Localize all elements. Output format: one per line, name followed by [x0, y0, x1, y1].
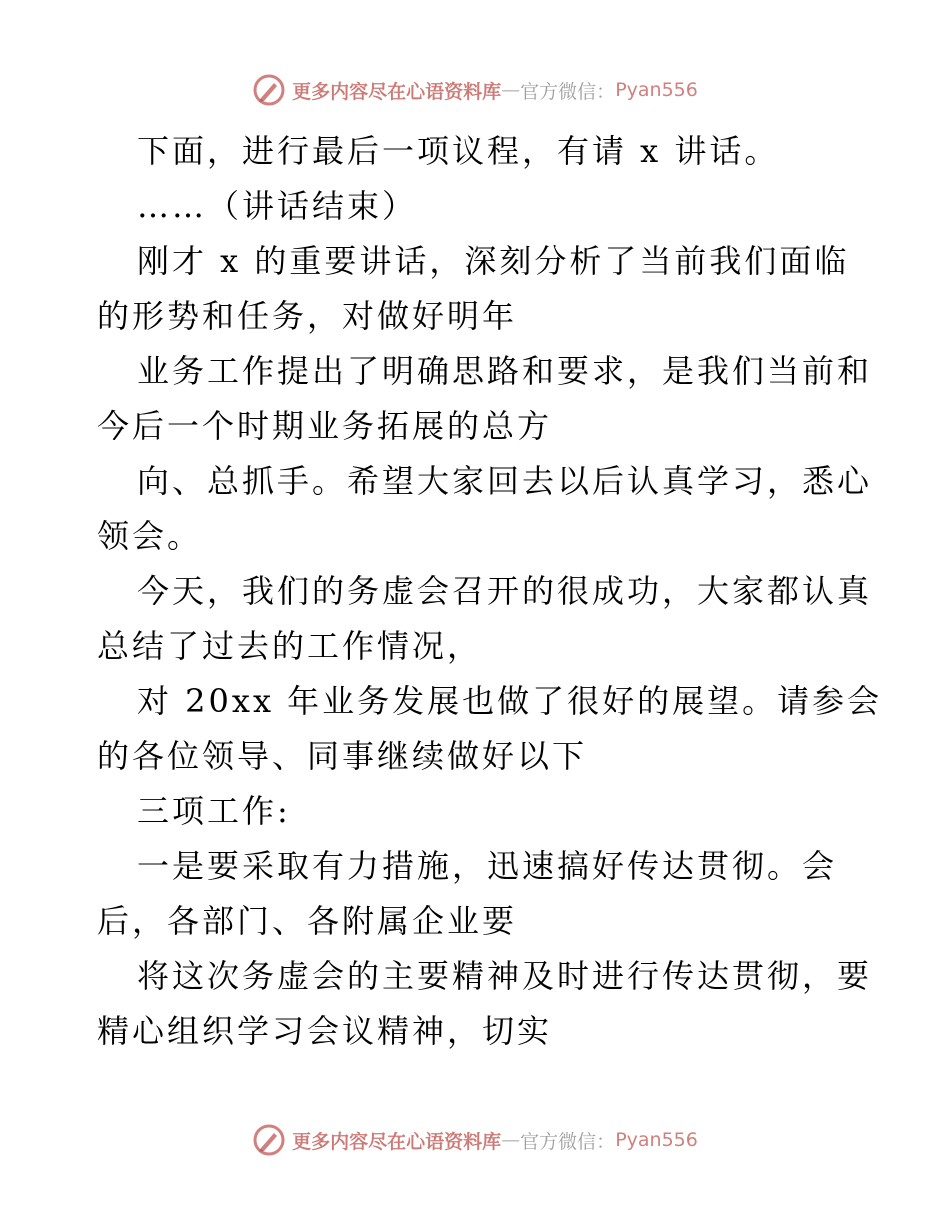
text-line: 今天，我们的务虚会召开的很成功，大家都认真 — [137, 572, 873, 610]
text-line: 的各位领导、同事继续做好以下 — [97, 737, 588, 775]
text-line: 将这次务虚会的主要精神及时进行传达贯彻，要 — [137, 957, 873, 995]
text-line: 精心组织学习会议精神，切实 — [97, 1012, 553, 1050]
watermark-title: 更多内容尽在心语资料库 — [292, 80, 502, 103]
pen-logo-icon — [252, 73, 286, 107]
text-line: 向、总抓手。希望大家回去以后认真学习，悉心 — [137, 462, 873, 500]
watermark-id: Pyan556 — [615, 79, 698, 101]
text-line: 一是要采取有力措施，迅速搞好传达贯彻。会 — [137, 847, 838, 885]
watermark-id: Pyan556 — [615, 1129, 698, 1151]
text-line: 后，各部门、各附属企业要 — [97, 902, 518, 940]
header-watermark — [0, 70, 950, 110]
document-body — [97, 124, 883, 1059]
footer-watermark — [0, 1120, 950, 1160]
watermark-dash: — — [501, 79, 521, 101]
text-line: 总结了过去的工作情况， — [97, 627, 483, 665]
text-line: ……（讲话结束） — [137, 187, 418, 225]
text-line: 业务工作提出了明确思路和要求，是我们当前和 — [137, 352, 873, 390]
pen-logo-icon — [252, 1123, 286, 1157]
text-line: 刚才 x 的重要讲话，深刻分析了当前我们面临 — [137, 242, 850, 280]
text-line: 今后一个时期业务拓展的总方 — [97, 407, 553, 445]
text-line: 的形势和任务，对做好明年 — [97, 297, 518, 335]
text-line: 下面，进行最后一项议程，有请 x 讲话。 — [137, 132, 780, 170]
watermark-dash: — — [501, 1129, 521, 1151]
watermark-label: 官方微信： — [520, 1130, 616, 1153]
text-line: 对 20xx 年业务发展也做了很好的展望。请参会 — [137, 682, 883, 720]
watermark-label: 官方微信： — [520, 80, 616, 103]
watermark-title: 更多内容尽在心语资料库 — [292, 1130, 502, 1153]
text-line: 领会。 — [97, 517, 203, 555]
text-line: 三项工作: — [137, 792, 291, 830]
